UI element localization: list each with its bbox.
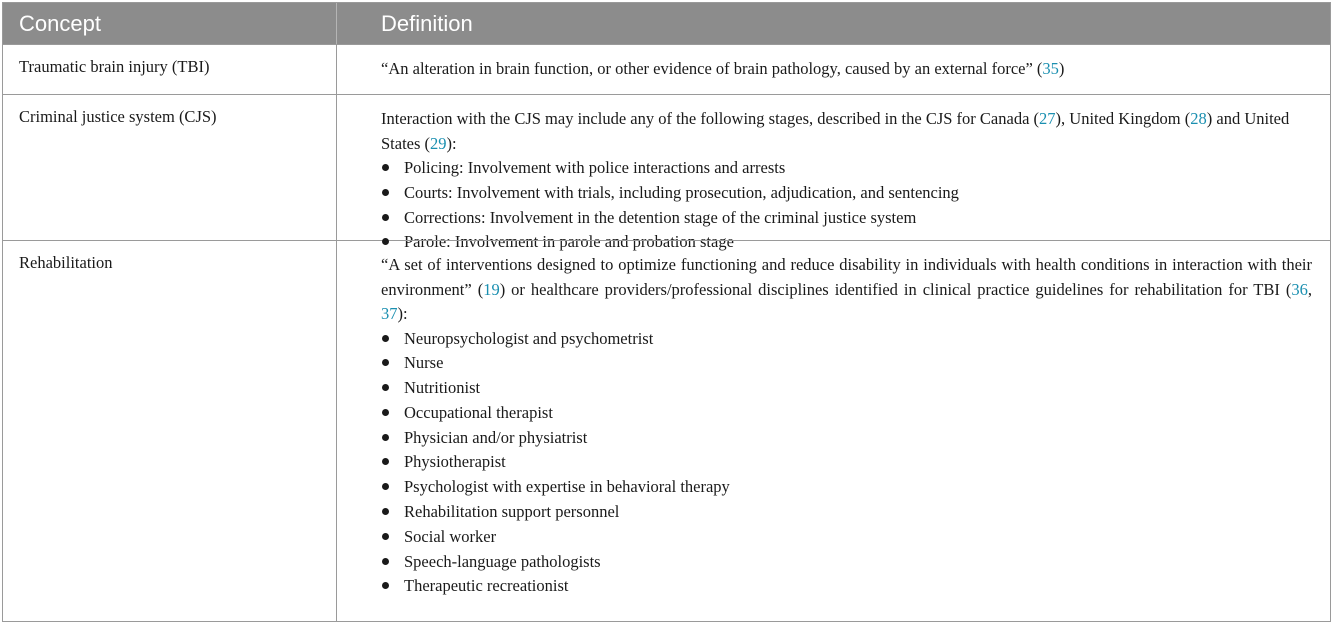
list-item: Policing: Involvement with police interactions and arrests xyxy=(381,156,1312,181)
concept-tbi: Traumatic brain injury (TBI) xyxy=(3,44,336,94)
list-item: Occupational therapist xyxy=(381,401,1312,426)
header-concept: Concept xyxy=(3,3,336,44)
list-item: Corrections: Involvement in the detention stage of the criminal justice system xyxy=(381,206,1312,231)
bullet-icon xyxy=(382,359,389,366)
list-item: Neuropsychologist and psychometrist xyxy=(381,327,1312,352)
definition-cjs: Interaction with the CJS may include any of the following stages, described in the CJS for Canada (27), United Kingdom (28) and United States (29): Policing: Involvement with police interactions and arrests Courts: Involvement with trials, including prosecution, adjudication, and sentencing Corrections: Involvement in the detention stage of the criminal justice system Parole: Involvement in parole and probation stage xyxy=(336,94,1330,240)
concept-cjs: Criminal justice system (CJS) xyxy=(3,94,336,240)
list-item: Nutritionist xyxy=(381,376,1312,401)
list-item: Therapeutic recreationist xyxy=(381,574,1312,599)
list-item: Nurse xyxy=(381,351,1312,376)
reference-link[interactable]: 29 xyxy=(430,133,447,153)
reference-link[interactable]: 36 xyxy=(1291,279,1308,299)
reference-link[interactable]: 19 xyxy=(483,279,500,299)
list-item: Speech-language pathologists xyxy=(381,550,1312,575)
bullet-icon xyxy=(382,558,389,565)
definition-tbi: “An alteration in brain function, or other evidence of brain pathology, caused by an external force” (35) xyxy=(336,44,1330,94)
bullet-icon xyxy=(382,384,389,391)
list-item: Psychologist with expertise in behavioral therapy xyxy=(381,475,1312,500)
rehabilitation-providers-list xyxy=(381,327,1312,600)
bullet-icon xyxy=(382,409,389,416)
bullet-icon xyxy=(382,335,389,342)
list-item: Rehabilitation support personnel xyxy=(381,500,1312,525)
bullet-icon xyxy=(382,434,389,441)
reference-link[interactable]: 28 xyxy=(1190,109,1207,128)
bullet-icon xyxy=(382,533,389,540)
header-definition: Definition xyxy=(336,3,1330,44)
bullet-icon xyxy=(382,164,389,171)
list-item: Social worker xyxy=(381,525,1312,550)
definitions-table xyxy=(2,2,1331,622)
bullet-icon xyxy=(382,508,389,515)
list-item: Courts: Involvement with trials, including prosecution, adjudication, and sentencing xyxy=(381,181,1312,206)
definition-rehabilitation: “A set of interventions designed to optimize functioning and reduce disability in individuals with health conditions in interaction with their environment” (19) or healthcare providers/professional disciplines identified in clinical practice guidelines for rehabilitation for TBI (36, 37): Neuropsychologist and psychometrist Nurse Nutritionist Occupational therapist Physician and/or physiatrist Physiotherapist Psychologist with expertise in behavioral therapy Rehabilitation support personnel Social worker Speech-language pathologists Therapeutic recreationist xyxy=(336,240,1330,621)
bullet-icon xyxy=(382,214,389,221)
reference-link[interactable]: 37 xyxy=(381,304,398,323)
bullet-icon xyxy=(382,189,389,196)
bullet-icon xyxy=(382,582,389,589)
list-item: Parole: Involvement in parole and probation stage xyxy=(381,230,1312,255)
concept-rehabilitation: Rehabilitation xyxy=(3,240,336,621)
list-item: Physician and/or physiatrist xyxy=(381,426,1312,451)
list-item: Physiotherapist xyxy=(381,450,1312,475)
bullet-icon xyxy=(382,483,389,490)
reference-link[interactable]: 35 xyxy=(1042,59,1059,78)
reference-link[interactable]: 27 xyxy=(1039,109,1056,128)
bullet-icon xyxy=(382,458,389,465)
